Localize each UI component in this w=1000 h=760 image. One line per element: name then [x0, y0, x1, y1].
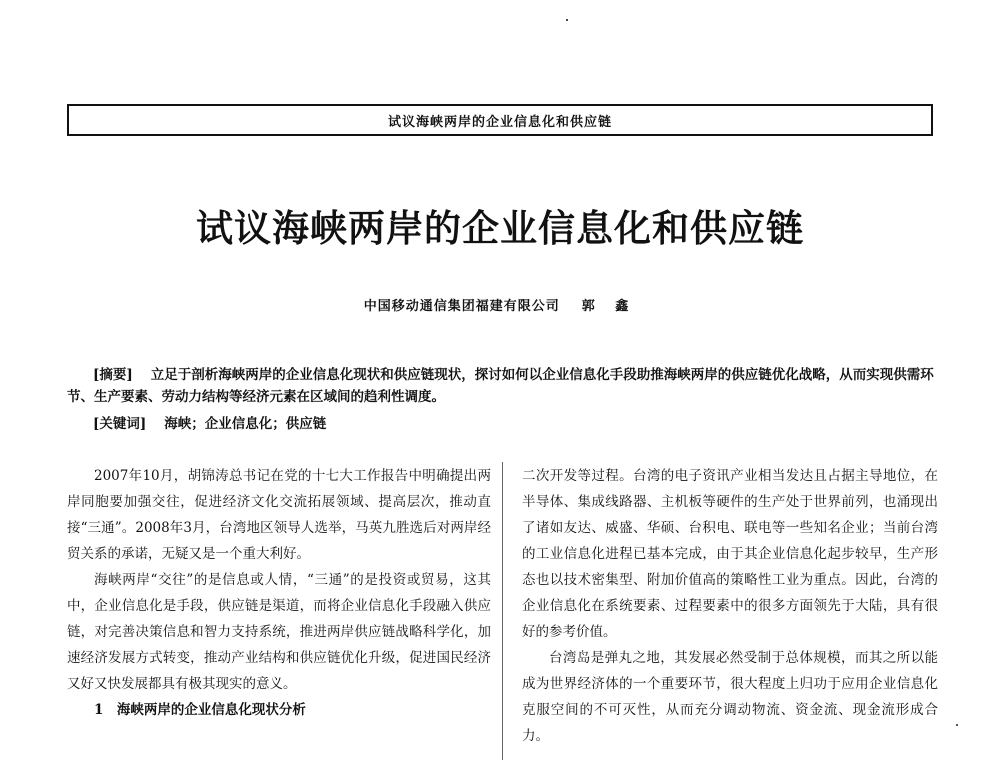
abstract-text: 立足于剖析海峡两岸的企业信息化现状和供应链现状，探讨如何以企业信息化手段助推海峡两岸的供应链优化战略，从而实现供需环节、生产要素、劳动力结构等经济元素在区域间的趋利性调度。: [67, 367, 934, 405]
left-paragraph-2: 海峡两岸“交往”的是信息或人情，“三通”的是投资或贸易，这其中，企业信息化是手段，供应链是渠道，而将企业信息化手段融入供应链，对完善决策信息和智力支持系统，推进两岸供应链战略科学化，加速经济发展方式转变，推动产业结构和供应链优化升级，促进国民经济又好又快发展都具有极其现实的意义。: [67, 572, 491, 692]
left-paragraph-1: 2007年10月，胡锦涛总书记在党的十七大工作报告中明确提出两岸同胞要加强交往，促进经济文化交流拓展领域、提高层次，推动直接“三通”。2008年3月，台湾地区领导人选举，马英九胜选后对两岸经贸关系的承诺，无疑又是一个重大利好。: [67, 468, 491, 562]
right-paragraph-2: 台湾岛是弹丸之地，其发展必然受制于总体规模，而其之所以能成为世界经济体的一个重要环节，很大程度上归功于应用企业信息化克服空间的不可灭性，从而充分调动物流、资金流、现金流形成合力。: [522, 650, 938, 744]
section-heading: 1 海峡两岸的企业信息化现状分析: [94, 702, 306, 718]
left-column: [67, 463, 491, 723]
author-affiliation: 中国移动通信集团福建有限公司: [363, 299, 560, 314]
running-header: 试议海峡两岸的企业信息化和供应链: [387, 114, 612, 130]
scan-speck: [566, 19, 568, 21]
keywords-label: [关键词]: [93, 416, 147, 432]
keywords: [93, 413, 326, 435]
running-header-box: [67, 104, 933, 136]
article-title: 试议海峡两岸的企业信息化和供应链: [196, 206, 804, 250]
column-divider: [502, 462, 503, 760]
abstract: [67, 364, 939, 408]
right-column: [522, 463, 938, 749]
abstract-label: [摘要]: [93, 367, 133, 383]
author-name: 郭 鑫: [581, 299, 637, 314]
byline: [0, 295, 1000, 314]
keywords-text: 海峡；企业信息化；供应链: [164, 416, 327, 432]
right-paragraph-1: 二次开发等过程。台湾的电子资讯产业相当发达且占据主导地位，在半导体、集成线路器、主机板等硬件的生产处于世界前列，也涌现出了诸如友达、威盛、华硕、台积电、联电等一些知名企业；当前台湾的工业信息化进程已基本完成，由于其企业信息化起步较早，生产形态也以技术密集型、附加价值高的策略性工业为重点。因此，台湾的企业信息化在系统要素、过程要素中的很多方面领先于大陆，具有很好的参考价值。: [522, 468, 938, 640]
scan-speck: [956, 724, 958, 726]
